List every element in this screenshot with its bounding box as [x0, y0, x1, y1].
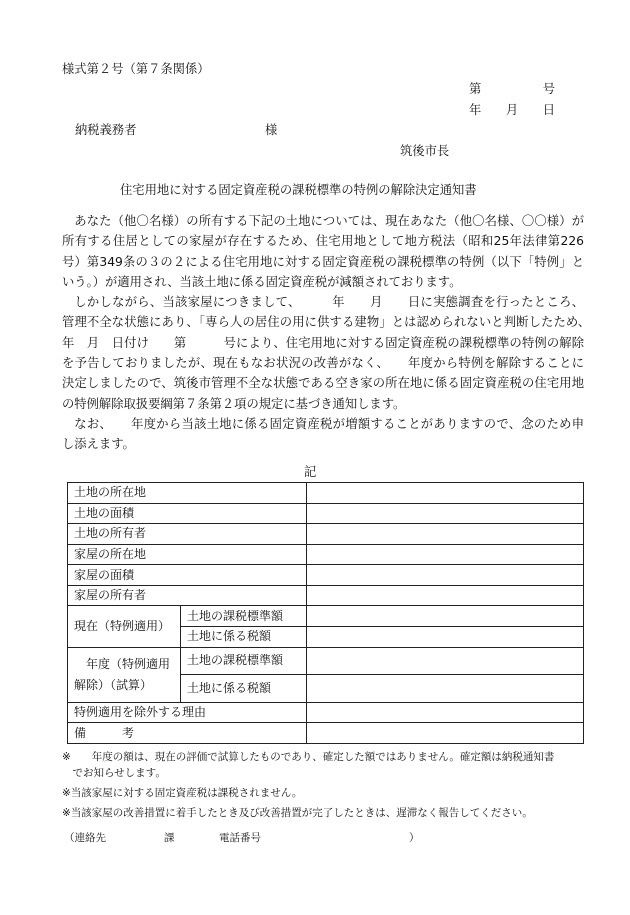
addressee-suffix: 様 [265, 123, 278, 137]
future-tax-amount-label: 土地に係る税額 [181, 675, 307, 703]
contact-phone-label: 電話番号 [219, 832, 261, 844]
table-row [68, 565, 584, 586]
remarks-label: 備 考 [68, 723, 307, 744]
table-row [68, 503, 584, 524]
land-location-value [307, 483, 584, 504]
issue-date: 年 月 日 [469, 103, 556, 117]
remarks-value [307, 723, 584, 744]
current-tax-amount-value [307, 626, 584, 647]
reason-label: 特例適用を除外する理由 [68, 702, 307, 723]
note-line: ※当該家屋の改善措置に着手したとき及び改善措置が完了したときは、遅滞なく報告してください。 [62, 807, 533, 819]
current-tax-base-label: 土地の課税標準額 [181, 606, 307, 627]
land-area-value [307, 503, 584, 524]
house-location-label: 家屋の所在地 [68, 544, 307, 565]
land-owner-value [307, 524, 584, 545]
land-area-label: 土地の面積 [68, 503, 307, 524]
house-owner-value [307, 585, 584, 606]
table-row [68, 702, 584, 723]
reason-value [307, 702, 584, 723]
body-paragraph: なお、 年度から当該土地に係る固定資産税が増額することがありますので、念のため申し添えます。 [62, 416, 584, 452]
property-table [67, 482, 584, 744]
land-owner-label: 土地の所有者 [68, 524, 307, 545]
addressee-label: 納税義務者 [75, 123, 137, 137]
notes [62, 749, 602, 821]
table-row [68, 606, 584, 627]
contact-section: 課 [164, 832, 175, 844]
land-location-label: 土地の所在地 [68, 483, 307, 504]
table-row [68, 544, 584, 565]
table-row [68, 524, 584, 545]
current-tax-base-value [307, 606, 584, 627]
contact-close: ） [409, 832, 420, 844]
body-paragraph: しかしながら、当該家屋につきまして、 年 月 日に実態調査を行ったところ、管理不全な状態にあり、「専ら人の居住の用に供する建物」とは認められないと判断したため、 年 月 日付け 第 号により、住宅用地に対する固定資産税の課税標準の特例の解除を予告しておりましたが、現在もなお状況の改善がなく、 年度から特例を解除することに決定しましたので、筑後市管理不全な状態である空き家の所在地に係る固定資産税の住宅用地の特例解除取扱要綱第７条第２項の規定に基づき通知します。 [62, 295, 597, 411]
issuer: 筑後市長 [400, 144, 450, 158]
form-id: 様式第２号（第７条関係） [62, 62, 210, 76]
house-area-value [307, 565, 584, 586]
note-line: ※当該家屋に対する固定資産税は課税されません。 [62, 787, 303, 799]
reference-number: 第 号 [469, 82, 556, 96]
ki-heading: 記 [304, 465, 317, 479]
document-title: 住宅用地に対する固定資産税の課税標準の特例の解除決定通知書 [120, 183, 477, 197]
table-row [68, 585, 584, 606]
body-text [62, 211, 597, 455]
table-row [68, 483, 584, 504]
house-area-label: 家屋の面積 [68, 565, 307, 586]
contact-open: （連絡先 [64, 832, 106, 844]
table-row [68, 723, 584, 744]
body-paragraph: あなた（他〇名様）の所有する下記の土地については、現在あなた（他〇名様、〇〇様）が所有する住居としての家屋が存在するため、住宅用地として地方税法（昭和25年法律第226号）第349条の３の２による住宅用地に対する固定資産税の課税標準の特例（以下「特例」という。）が適用され、当該土地に係る固定資産税が減額されております。 [62, 214, 584, 289]
note-line: ※ 年度の額は、現在の評価で試算したものであり、確定した額ではありません。確定額は納税通知書 [62, 751, 555, 763]
current-tax-amount-label: 土地に係る税額 [181, 626, 307, 647]
future-tax-amount-value [307, 675, 584, 703]
house-owner-label: 家屋の所有者 [68, 585, 307, 606]
current-label: 現在（特例適用） [68, 606, 181, 647]
future-label: 年度（特例適用解除）（試算） [68, 647, 181, 702]
future-tax-base-value [307, 647, 584, 675]
future-tax-base-label: 土地の課税標準額 [181, 647, 307, 675]
house-location-value [307, 544, 584, 565]
note-line: でお知らせします。 [62, 767, 166, 779]
table-row [68, 647, 584, 675]
